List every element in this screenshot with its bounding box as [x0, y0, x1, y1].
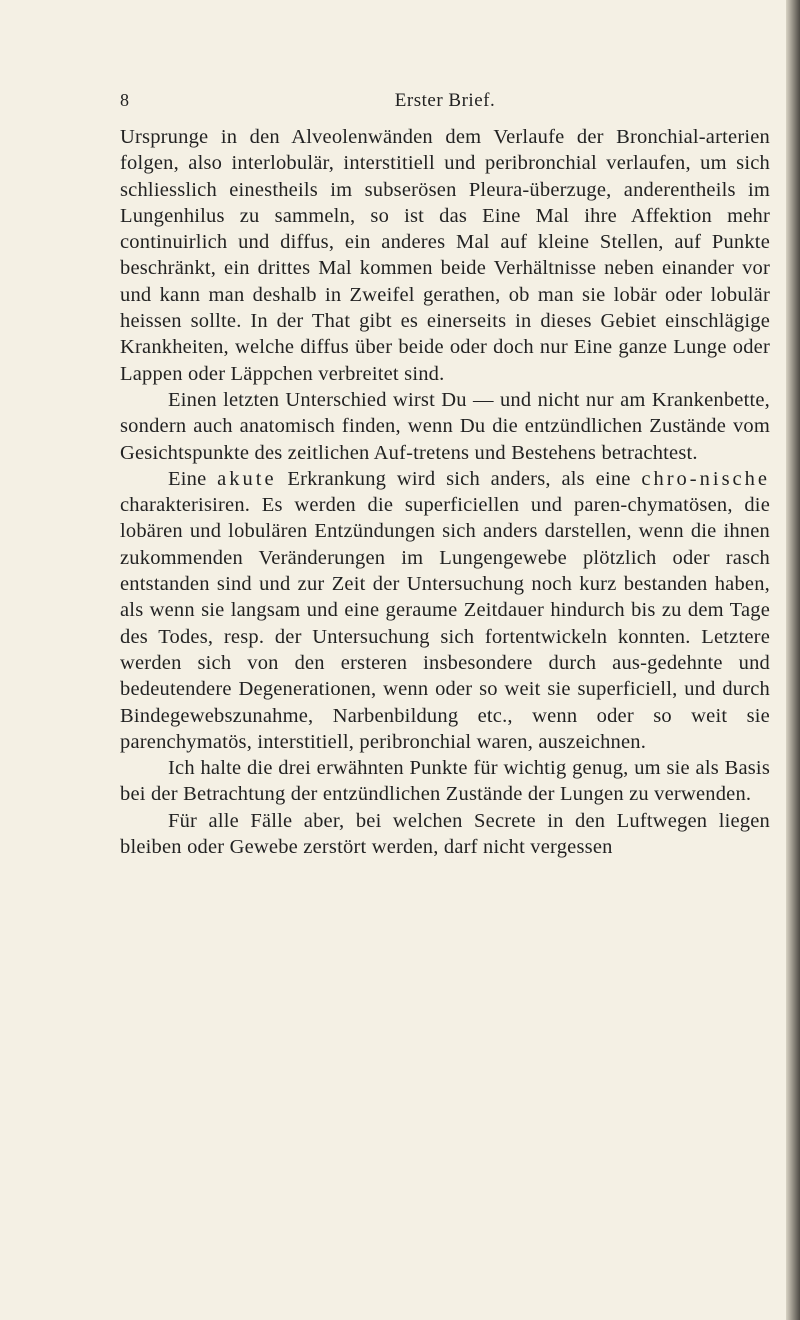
paragraph-3-part-2: Erkrankung wird sich anders, als eine: [276, 467, 642, 490]
running-head: Erster Brief.: [394, 90, 496, 111]
paragraph-3-part-3: charakterisiren. Es werden die superficiellen und paren-chymatösen, die lobären und lobulären Entzündungen sich anders darstellen, wenn die ihnen zukommenden Veränderungen im Lungengewebe plötzlich oder rasch entstanden sind und zur Zeit der Untersuchung noch kurz bestanden haben, als wenn sie langsam und eine geraume Zeitdauer hindurch bis zu dem Tage des Todes, resp. der Untersuchung sich fortentwickeln konnten. Letztere werden sich von den ersteren insbesondere durch aus-gedehnte und bedeutendere Degenerationen, wenn oder so weit sie superficiell, und durch Bindegewebszunahme, Narbenbildung etc., wenn oder so weit sie parenchymatös, interstitiell, peribronchial waren, auszeichnen.: [120, 494, 770, 753]
paragraph-5: Für alle Fälle aber, bei welchen Secrete in den Luftwegen liegen bleiben oder Gewebe zerstört werden, darf nicht vergessen: [120, 809, 770, 859]
page-edge-shadow: [786, 0, 800, 1320]
body-text: [120, 124, 770, 860]
paragraph-3-part-1: Eine: [168, 467, 218, 490]
emphasis-akute: akute: [217, 467, 277, 490]
emphasis-chronische: chro-nische: [641, 467, 770, 490]
paragraph-1: Ursprunge in den Alveolenwänden dem Verlaufe der Bronchial-arterien folgen, also interlobulär, interstitiell und peribronchial verlaufen, um sich schliesslich einestheils im subserösen Pleura-überzuge, anderentheils im Lungenhilus zu sammeln, so ist das Eine Mal ihre Affektion mehr continuirlich und diffus, ein anderes Mal auf kleine Stellen, auf Punkte beschränkt, ein drittes Mal kommen beide Verhältnisse neben einander vor und kann man deshalb in Zweifel gerathen, ob man sie lobär oder lobulär heissen sollte. In der That gibt es einerseits in dieses Gebiet einschlägige Krankheiten, welche diffus über beide oder doch nur Eine ganze Lunge oder Lappen oder Läppchen verbreitet sind.: [120, 126, 770, 385]
paragraph-3: [120, 466, 770, 755]
paragraph-2: Einen letzten Unterschied wirst Du — und nicht nur am Krankenbette, sondern auch anatomisch finden, wenn Du die entzündlichen Zustände vom Gesichtspunkte des zeitlichen Auf-tretens und Bestehens betrachtest.: [120, 388, 770, 464]
page-number: 8: [120, 90, 129, 110]
page-header: [120, 90, 770, 120]
paragraph-4: Ich halte die drei erwähnten Punkte für wichtig genug, um sie als Basis bei der Betrachtung der entzündlichen Zustände der Lungen zu verwenden.: [120, 757, 770, 806]
